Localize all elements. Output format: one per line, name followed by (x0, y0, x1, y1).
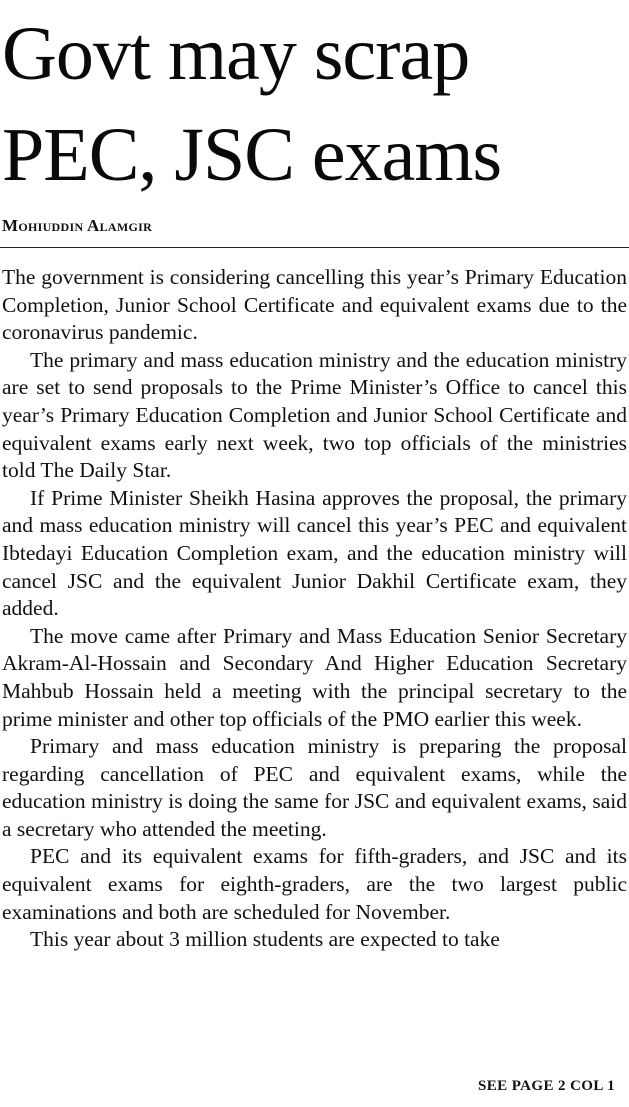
paragraph-2: The primary and mass education ministry and the education ministry are set to send proposals to the Prime Minister’s Office to cancel this year’s Primary Education Completion and Junior School Certificate and equivalent exams early next week, two top officials of the ministries told The Daily Star. (2, 347, 627, 483)
continued-on-link[interactable]: SEE PAGE 2 COL 1 (478, 1078, 615, 1094)
paragraph-5: Primary and mass education ministry is preparing the proposal regarding cancellation of PEC and equivalent exams, while the education ministry is doing the same for JSC and equivalent exams, said a secretary who attended the meeting. (2, 734, 627, 841)
headline-line-1: Govt may scrap (2, 12, 470, 96)
paragraph-1: The government is considering cancelling this year’s Primary Education Completion, Junior School Certificate and equivalent exams due to the coronavirus pandemic. (2, 265, 627, 345)
paragraph-6: PEC and its equivalent exams for fifth-graders, and JSC and its equivalent exams for eighth-graders, are the two largest public examinations and both are scheduled for November. (2, 844, 627, 924)
paragraph-4: The move came after Primary and Mass Education Senior Secretary Akram-Al-Hossain and Secondary And Higher Education Secretary Mahbub Hossain held a meeting with the principal secretary to the prime minister and other top officials of the PMO earlier this week. (2, 623, 627, 731)
paragraph-7: This year about 3 million students are expected to take (30, 927, 500, 952)
headline-line-2: PEC, JSC exams (2, 113, 502, 197)
byline-divider (0, 247, 629, 248)
paragraph-3: If Prime Minister Sheikh Hasina approves the proposal, the primary and mass education ministry will cancel this year’s PEC and equivalent Ibtedayi Education Completion exam, and the education ministry will cancel JSC and the equivalent Junior Dakhil Certificate exam, they added. (2, 485, 627, 621)
article-body (2, 264, 627, 954)
headline (0, 4, 629, 206)
byline: Mohiuddin Alamgir (2, 216, 153, 235)
